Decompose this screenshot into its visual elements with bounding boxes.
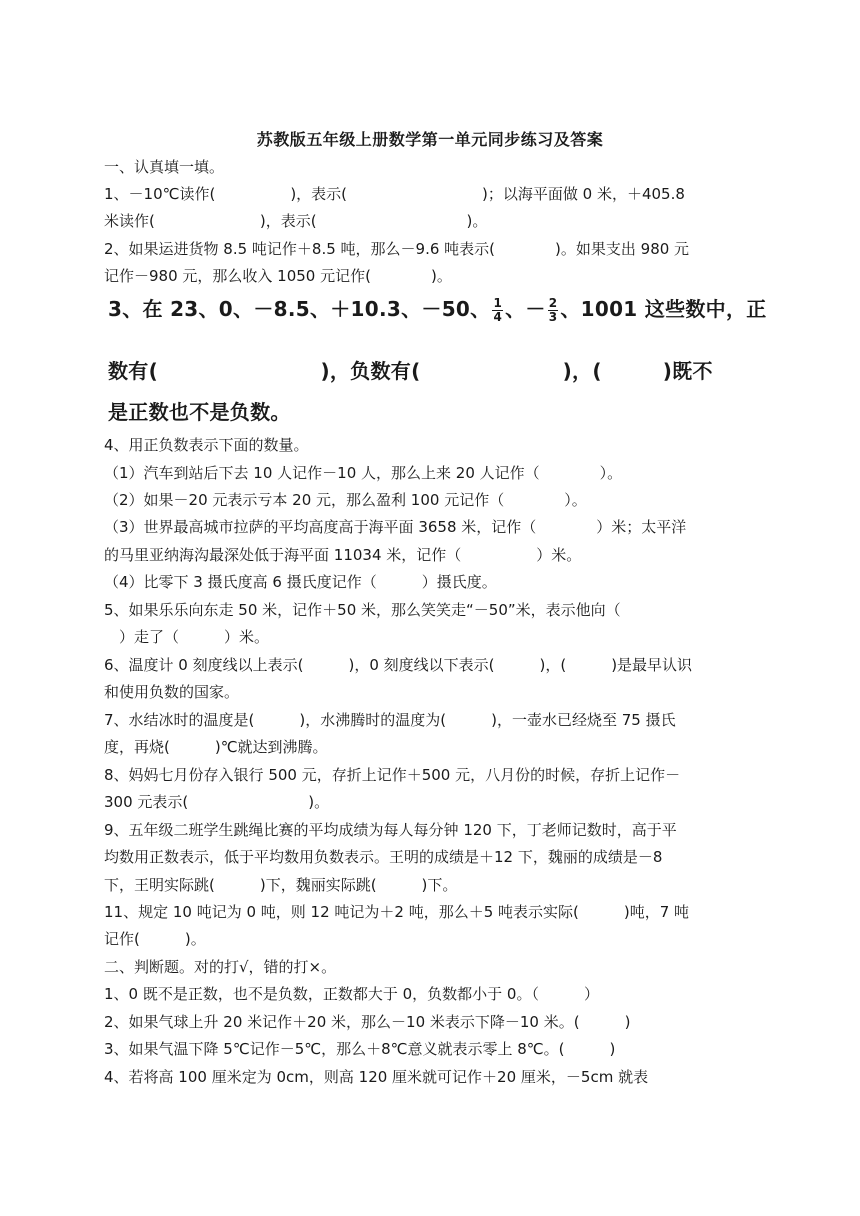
section-heading-judgement: 二、判断题。对的打√，错的打×。 xyxy=(104,958,337,976)
judgement-3: 3、如果气温下降 5℃记作－5℃，那么＋8℃意义就表示零上 8℃。( ) xyxy=(104,1040,616,1058)
fraction-numerator: 1 xyxy=(493,296,503,310)
question-4-part-1: （1）汽车到站后下去 10 人记作－10 人，那么上来 20 人记作（ ）。 xyxy=(104,464,623,482)
question-3-line-2: 数有( )，负数有( )，( )既不 xyxy=(108,359,713,383)
fraction-two-thirds xyxy=(548,297,559,324)
question-2-line-1: 2、如果运进货物 8.5 吨记作＋8.5 吨，那么－9.6 吨表示( )。如果支出 980 元 xyxy=(104,240,690,258)
fraction-denominator: 3 xyxy=(548,310,558,324)
question-5-line-1: 5、如果乐乐向东走 50 米，记作＋50 米，那么笑笑走“－50”米，表示他向（ xyxy=(104,601,621,619)
question-8-line-1: 8、妈妈七月份存入银行 500 元，存折上记作＋500 元，八月份的时候，存折上记作－ xyxy=(104,766,681,784)
question-8-line-2: 300 元表示( )。 xyxy=(104,793,330,811)
document-title: 苏教版五年级上册数学第一单元同步练习及答案 xyxy=(256,130,604,149)
question-4-part-3-line-1: （3）世界最高城市拉萨的平均高度高于海平面 3658 米，记作（ ）米；太平洋 xyxy=(104,518,687,536)
fraction-one-quarter xyxy=(492,297,503,324)
question-4-part-2: （2）如果－20 元表示亏本 20 元，那么盈利 100 元记作（ ）。 xyxy=(104,491,587,509)
question-3-separator: 、－ xyxy=(505,297,546,321)
question-9-line-2: 均数用正数表示，低于平均数用负数表示。王明的成绩是＋12 下，魏丽的成绩是－8 xyxy=(104,848,663,866)
question-3-text-a: 3、在 23、0、－8.5、＋10.3、－50、 xyxy=(108,297,491,321)
question-9-line-3: 下，王明实际跳( )下，魏丽实际跳( )下。 xyxy=(104,876,458,894)
question-1-line-1: 1、－10℃读作( )，表示( )；以海平面做 0 米，＋405.8 xyxy=(104,185,685,203)
question-9-line-1: 9、五年级二班学生跳绳比赛的平均成绩为每人每分钟 120 下，丁老师记数时，高于平 xyxy=(104,821,677,839)
question-11-line-1: 11、规定 10 吨记为 0 吨，则 12 吨记为＋2 吨，那么＋5 吨表示实际( )吨，7 吨 xyxy=(104,903,690,921)
judgement-1: 1、0 既不是正数，也不是负数，正数都大于 0，负数都小于 0。（ ） xyxy=(104,985,599,1003)
question-3-line-1 xyxy=(108,296,767,324)
question-2-line-2: 记作－980 元，那么收入 1050 元记作( )。 xyxy=(104,267,452,285)
fraction-numerator: 2 xyxy=(548,296,558,310)
question-3-text-b: 、1001 这些数中，正 xyxy=(560,297,767,321)
question-6-line-1: 6、温度计 0 刻度线以上表示( )，0 刻度线以下表示( )，( )是最早认识 xyxy=(104,656,693,674)
judgement-4: 4、若将高 100 厘米定为 0cm，则高 120 厘米就可记作＋20 厘米，－5cm 就表 xyxy=(104,1068,649,1086)
question-4-part-3-line-2: 的马里亚纳海沟最深处低于海平面 11034 米，记作（ ）米。 xyxy=(104,546,582,564)
question-5-line-2: ）走了（ ）米。 xyxy=(104,628,270,646)
fraction-denominator: 4 xyxy=(493,310,503,324)
question-4-heading: 4、用正负数表示下面的数量。 xyxy=(104,436,309,454)
question-11-line-2: 记作( )。 xyxy=(104,930,206,948)
question-7-line-2: 度，再烧( )℃就达到沸腾。 xyxy=(104,738,328,756)
question-7-line-1: 7、水结冰时的温度是( )，水沸腾时的温度为( )，一壶水已经烧至 75 摄氏 xyxy=(104,711,676,729)
judgement-2: 2、如果气球上升 20 米记作＋20 米，那么－10 米表示下降－10 米。( ) xyxy=(104,1013,631,1031)
question-6-line-2: 和使用负数的国家。 xyxy=(104,683,240,701)
section-heading-fill-in: 一、认真填一填。 xyxy=(104,158,225,176)
question-3-line-3: 是正数也不是负数。 xyxy=(108,400,291,424)
question-1-line-2: 米读作( )，表示( )。 xyxy=(104,212,488,230)
question-4-part-4: （4）比零下 3 摄氏度高 6 摄氏度记作（ ）摄氏度。 xyxy=(104,573,497,591)
